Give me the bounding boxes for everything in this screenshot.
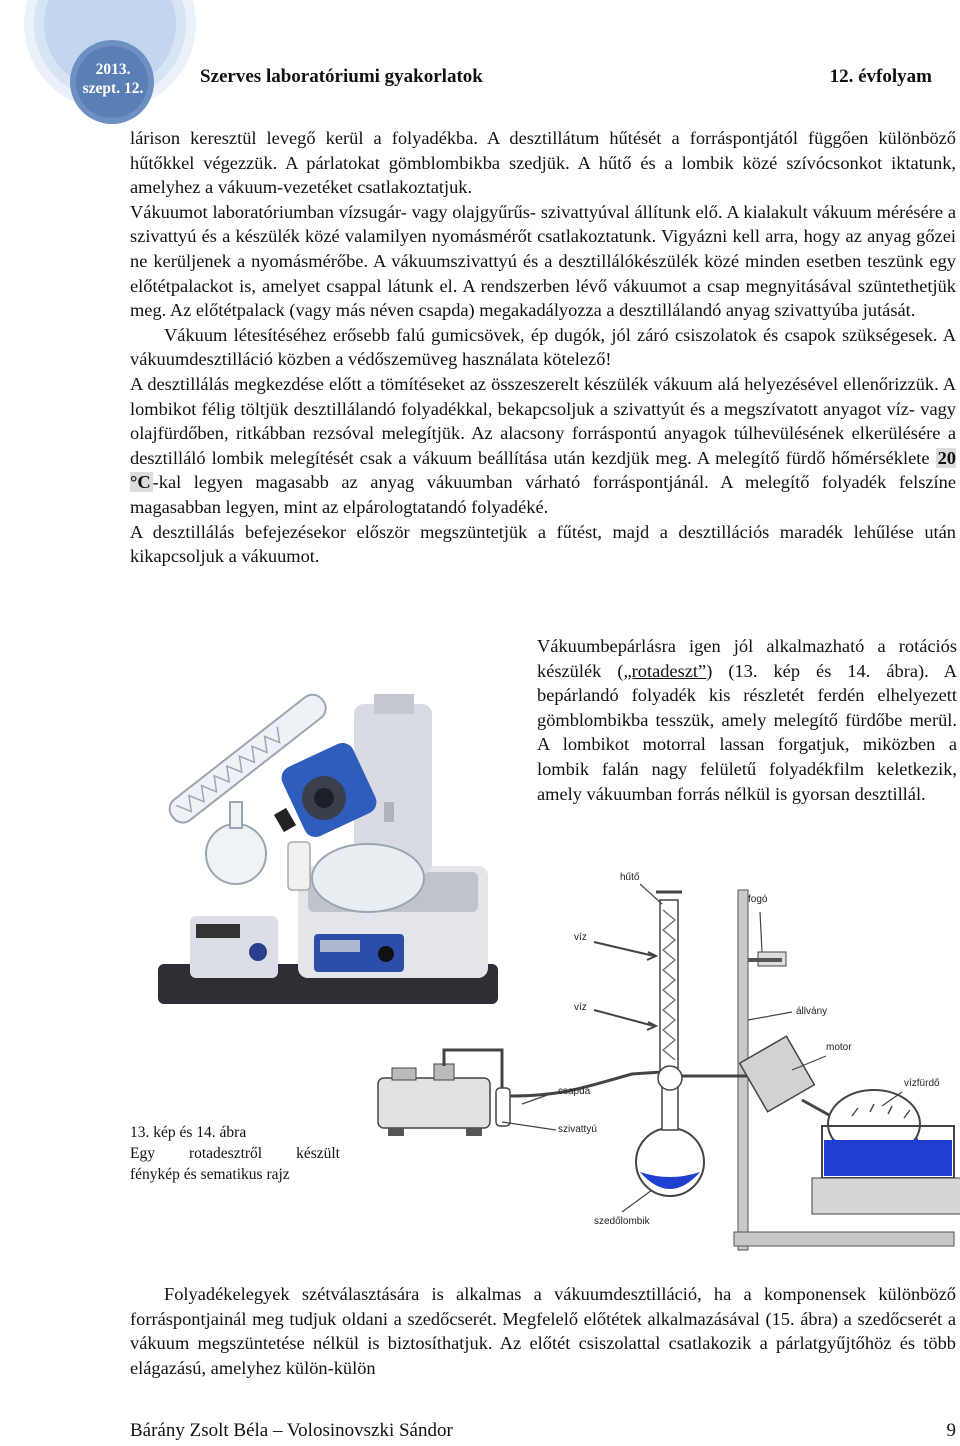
caption-line-3: fénykép és sematikus rajz xyxy=(130,1166,290,1183)
label-allvany: állvány xyxy=(796,1006,828,1017)
label-szedolombik: szedőlombik xyxy=(594,1216,650,1227)
paragraph-procedure xyxy=(130,372,956,520)
paragraph-vacuum-generation: Vákuumot laboratóriumban vízsugár- vagy olajgyűrűs- szivattyúval állítunk elő. A kialakult vákuum mérésére a szivattyú és a készülék közé valamilyen nyomásmérőt csatlakoztatunk. Vigyázni kell arra, hogy az anyag gőzei ne kerüljenek a nyomásmérőbe. A vákuumszivattyú és a desztillálókészülék közé minden esetben teszünk egy előtétpalackot is, amelyet csappal látunk el. A rendszerben lévő vákuumot a csap megnyitásával szüntethetjük meg. Az előtétpalack (vagy más néven csapda) megakadályozza a desztillálandó anyag szivattyúba jutását. xyxy=(130,201,956,321)
side-text-end: ) (13. kép és 14. ábra). A bepárlandó folyadék kis részletét ferdén elhelyezett gömblombikba tesszük, amely melegítő fürdőbe merül. A lombikot motorral lassan forgatjuk, miközben a lombik falán nagy felületű folyadékfilm keletkezik, amely vákuumban forrás nélkül is gyorsan desztillál. xyxy=(537,660,957,804)
date-year: 2013. xyxy=(95,61,131,78)
label-motor: motor xyxy=(826,1042,852,1053)
temperature-highlight: 20 °C xyxy=(130,447,956,493)
paragraph-vacuum-requirements: Vákuum létesítéséhez erősebb falú gumicsövek, ép dugók, jól záró csiszolatok és csapok szükségesek. A vákuumdesztilláció közben a védőszemüveg használata kötelező! xyxy=(130,324,956,370)
procedure-text-end: -kal legyen magasabb az anyag vákuumban várható forráspontjánál. A melegítő folyadék felszíne magasabban legyen, mint az elpárologtatandó folyadéké. xyxy=(130,472,956,517)
footer-authors: Bárány Zsolt Béla – Volosinovszki Sándor xyxy=(130,1420,453,1441)
label-fogo: fogó xyxy=(748,894,768,905)
date-badge xyxy=(70,60,156,98)
paragraph-cooling: lárison keresztül levegő kerül a folyadékba. A desztillátum hűtését a forráspontjától függően különböző hűtőkkel végezzük. A párlatokat gömblombikba szedjük. A hűtő és a lombik közé szívócsonkot iktatunk, amelyhez a vákuum-vezetéket csatlakoztatjuk. xyxy=(130,128,956,198)
date-day: szept. 12. xyxy=(82,80,144,97)
label-csapda: csapda xyxy=(558,1086,591,1097)
paragraph-fraction-change: Folyadékelegyek szétválasztására is alkalmas a vákuumdesztilláció, ha a komponensek különböző forráspontjainál meg tudjuk oldani a szedőcserét. Megfelelő előtétek alkalmazásával (15. ábra) a szedőcserét a vákuum megszüntetése nélkül is biztosíthatjuk. Az előtét csiszolattal csatlakozik a párlatgyűjtőhöz és több elágazású, amelyhez külön-külön xyxy=(130,1284,956,1378)
figure-caption xyxy=(130,1122,340,1185)
pump-drawing xyxy=(378,1064,490,1136)
side-text-start: Vákuumbepárlásra igen jól alkalmazható a rotációs készülék ( xyxy=(537,636,957,681)
page-number: 9 xyxy=(946,1420,956,1441)
procedure-text-start: A desztillálás megkezdése előtt a tömítéseket az összeszerelt készülék vákuum alá helyezésével ellenőrizzük. A lombikot félig töltjük desztillálandó folyadékkal, bekapcsoljuk a szivattyút és a megszívatott anyagot víz- vagy olajfürdőben, ritkábban rezsóval melegítjük. Az alacsony forráspontú anyagok túlhevülésének elkerülésére a desztilláló lombik melegítését csak a vákuum beállítása után kezdjük meg. A melegítő fürdő hőmérséklete xyxy=(130,373,956,468)
paragraph-finish: A desztillálás befejezésekor először megszüntetjük a fűtést, majd a desztillációs maradék lehűlése után kikapcsoljuk a vákuumot. xyxy=(130,521,956,567)
label-viz-top: víz xyxy=(574,932,587,943)
bottom-paragraph xyxy=(130,1282,956,1380)
label-szivattyu: szivattyú xyxy=(558,1124,597,1135)
caption-line-1: 13. kép és 14. ábra xyxy=(130,1124,247,1141)
main-text xyxy=(130,126,956,569)
label-viz-bottom: víz xyxy=(574,1002,587,1013)
label-vizfurdo: vízfürdő xyxy=(904,1078,940,1089)
rotadeszt-link[interactable]: „rotadeszt” xyxy=(623,660,707,681)
label-huto: hűtő xyxy=(620,872,640,883)
header-title: Szerves laboratóriumi gyakorlatok xyxy=(200,66,483,87)
rotary-evaporator-diagram xyxy=(362,860,960,1270)
rotadeszt-description xyxy=(537,634,957,806)
caption-line-2: Egy rotadesztről készült xyxy=(130,1145,340,1162)
header-grade: 12. évfolyam xyxy=(829,66,932,87)
